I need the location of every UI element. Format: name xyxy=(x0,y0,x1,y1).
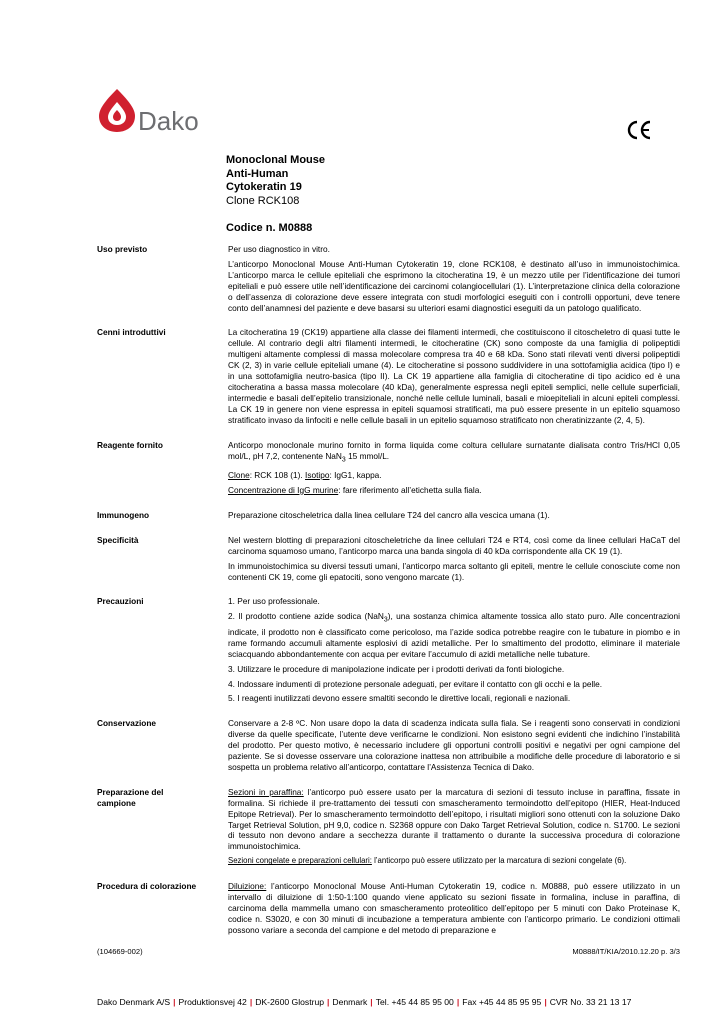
cvr-number: CVR No. 33 21 13 17 xyxy=(549,997,632,1007)
page-reference: M0888/IT/KIA/2010.12.20 p. 3/3 xyxy=(572,947,680,956)
section-reagente-fornito xyxy=(97,440,680,500)
address-city: DK-2600 Glostrup xyxy=(255,997,325,1007)
list-item: 4. Indossare indumenti di protezione personale adeguati, per evitare il contatto con gli occhi e la pelle. xyxy=(228,678,603,689)
paragraph: Anticorpo monoclonale murino fornito in forma liquida come coltura cellulare surnatante dialisata contro Tris/HCl 0,05 mol/L, pH 7,2, contenente NaN$_3$ 15 mmol/L. xyxy=(228,439,680,464)
section-label: Conservazione xyxy=(97,718,157,729)
section-label: Preparazione del campione xyxy=(97,786,164,808)
list-item: 1. Per uso professionale. xyxy=(228,596,320,607)
product-header xyxy=(226,154,325,208)
document-body xyxy=(97,244,680,950)
paragraph: La citocheratina 19 (CK19) appartiene alla classe dei filamenti intermedi, che costituiscono il citoscheletro di quasi tutte le cellule. Al contrario degli altri filamenti intermedi, le citocheratine (CK) sono composte da una famiglia di polipeptidi multigeni altamente complessi di massa molecolare compresa tra 40 e 68 kDa. Sono stati rilevati venti diversi polipeptidi CK (2, 3) in varie cellule epiteliali umane (4). Le citocheratine si possono suddividere in una sottofamiglia acidica (tipo I) e in una sottofamiglia neutro-basica (tipo II). La CK 19 appartiene alla famiglia di citocheratine di tipo acidico ed è una citocheratina a bassa massa molecolare (40 kDa), generalmente espressa negli epiteli semplici, nelle cellule superficiali, intermedie e basali dell’epitelio transizionale, nonché nelle cellule luminali, basali e mioepiteliali in alcuni epiteli complessi. La CK 19 in genere non viene espressa in epiteli squamosi stratificati, ma può essere presente in un epitelio squamoso stratificato invaso da linfociti e nelle cellule basali in un epitelio squamoso stratificato non cheratinizzante (2, 4, 5). xyxy=(228,327,680,425)
section-label: Specificità xyxy=(97,534,139,545)
section-label: Immunogeno xyxy=(97,509,150,520)
section-label: Uso previsto xyxy=(97,244,148,254)
ce-mark xyxy=(626,120,652,145)
paragraph: Diluizione: l’anticorpo Monoclonal Mouse Anti-Human Cytokeratin 19, codice n. M0888, può essere utilizzato in un intervallo di diluizione di 1:50-1:100 quando viene applicato su sezioni fissate in formalina, incluse in paraffina, di carcinoma della mammella umano con smascheramento proteolitico dell’epitopo per 5 minuti con Dako Proteinase K, codice n. S3020, e con 30 minuti di incubazione a temperatura ambiente con l’anticorpo primario. Le condizioni ottimali possono variare a seconda del campione e del metodo di preparazione e xyxy=(228,881,680,935)
paragraph: Sezioni congelate e preparazioni cellulari: l’anticorpo può essere utilizzato per la marcatura di sezioni congelate (6). xyxy=(228,856,627,866)
product-code: Codice n. M0888 xyxy=(226,222,313,234)
section-conservazione xyxy=(97,718,680,777)
section-procedura-colorazione xyxy=(97,881,680,940)
dako-logo xyxy=(95,85,210,135)
paragraph: Concentrazione di IgG murine: fare riferimento all’etichetta sulla fiala. xyxy=(228,484,482,495)
document-number: (104669-002) xyxy=(97,947,143,956)
paragraph: Conservare a 2-8 ºC. Non usare dopo la data di scadenza indicata sulla fiala. Se i reagenti sono conservati in condizioni diverse da quelle specificate, l’utente deve verificarne le condizioni. Non esistono segni evidenti che indichino l’instabilità del prodotto. Per questo motivo, è necessario includere gli opportuni controlli positivi e negativi per ogni campione del paziente. Se si dovesse osservare una colorazione inattesa non attribuibile a modifiche delle procedure di laboratorio e si sospetta un problema relativo all’anticorpo, contattare l’Assistenza Tecnica di Dako. xyxy=(228,718,680,772)
phone-number: Tel. +45 44 85 95 00 xyxy=(375,997,454,1007)
section-label: Procedura di colorazione xyxy=(97,881,197,892)
address-street: Produktionsvej 42 xyxy=(178,997,247,1007)
section-label: Cenni introduttivi xyxy=(97,327,166,338)
section-cenni-introduttivi xyxy=(97,327,680,429)
logo-text: Dako xyxy=(138,106,199,135)
list-item: 5. I reagenti inutilizzati devono essere smaltiti secondo le direttive locali, regionali e nazionali. xyxy=(228,693,571,704)
list-item: 2. Il prodotto contiene azide sodica (NaN$_3$), una sostanza chimica altamente tossica allo stato puro. Alle concentrazioni indicate, il prodotto non è classificato come pericoloso, ma l’azide sodica potrebbe reagire con le tubature in piombo e in rame formando accumuli altamente esplosivi di azidi metalliche. Per lo smaltimento del prodotto, eliminare il materiale sciacquando abbondantemente con acqua per evitare l’accumulo di azidi metalliche nelle tubature. xyxy=(228,611,680,659)
paragraph: In immunoistochimica su diversi tessuti umani, l’anticorpo marca soltanto gli epiteli, mentre le cellule conosciute come non contenenti CK 19, come gli epatociti, sono vengono marcate (1). xyxy=(228,560,680,582)
product-title-line1: Monoclonal Mouse xyxy=(226,154,325,166)
section-label: Reagente fornito xyxy=(97,439,163,450)
section-immunogeno xyxy=(97,510,680,525)
section-label: Precauzioni xyxy=(97,596,144,607)
company-address: Dako Denmark A/S | Produktionsvej 42 | DK-2600 Glostrup | Denmark | Tel. +45 44 85 95 00 | Fax +45 44 85 95 95 | CVR No. 33 21 13 17 xyxy=(97,997,632,1007)
section-uso-previsto xyxy=(97,244,680,317)
paragraph: Sezioni in paraffina: l’anticorpo può essere usato per la marcatura di sezioni di tessuto incluse in paraffina, fissate in formalina. Si richiede il pre-trattamento dei tessuti con smascheramento termoindotto dell’epitopo (HIER, Heat-Induced Epitope Retrieval). Per lo smascheramento termoindotto dell’epitopo, i risultati migliori sono ottenuti con la soluzione Dako Target Retrieval Solution, pH 9,0, codice n. S2368 oppure con Dako Target Retrieval Solution, codice n. S1700. Le sezioni di tessuto non devono andare a secchezza durante il trattamento o durante la successiva procedura di colorazione immunoistochimica. xyxy=(228,786,680,852)
section-preparazione-campione xyxy=(97,787,680,871)
company-name: Dako Denmark A/S xyxy=(97,997,171,1007)
fax-number: Fax +45 44 85 95 95 xyxy=(462,997,542,1007)
dako-drop-icon xyxy=(95,85,210,135)
paragraph: L’anticorpo Monoclonal Mouse Anti-Human Cytokeratin 19, clone RCK108, è destinato all’uso in immunoistochimica. L’anticorpo marca le cellule epiteliali che esprimono la citocheratina 19, è un mezzo utile per l’identificazione dei tumori epiteliali e può essere utile nell’identificazione dei carcinomi colangiocellulari (1). L’interpretazione clinica della colorazione o dell’assenza di colorazione deve essere integrata con studi morfologici eseguiti con i controlli opportuni, deve tenere conto dell’anamnesi del paziente e deve basarsi su ulteriori esami diagnostici eseguiti da un patologo qualificato. xyxy=(228,258,680,313)
paragraph: Preparazione citoscheletrica dalla linea cellulare T24 del cancro alla vescica umana (1). xyxy=(228,509,550,520)
paragraph: Per uso diagnostico in vitro. xyxy=(228,244,330,254)
paragraph: Clone: RCK 108 (1). Isotipo: IgG1, kappa. xyxy=(228,470,382,481)
section-specificita xyxy=(97,535,680,587)
list-item: 3. Utilizzare le procedure di manipolazione indicate per i prodotti derivati da fonti biologiche. xyxy=(228,663,565,674)
paragraph: Nel western blotting di preparazioni citoscheletriche da linee cellulari T24 e RT4, così come da linee cellulari HaCaT del carcinoma squamoso umano, l’anticorpo marca una banda singola di 40 kDa corrispondente alla CK 19 (1). xyxy=(228,534,680,556)
product-title-line3: Cytokeratin 19 xyxy=(226,181,302,194)
address-country: Denmark xyxy=(332,997,368,1007)
product-title-line2: Anti-Human xyxy=(226,167,289,180)
product-clone: Clone RCK108 xyxy=(226,194,300,207)
section-precauzioni xyxy=(97,596,680,708)
